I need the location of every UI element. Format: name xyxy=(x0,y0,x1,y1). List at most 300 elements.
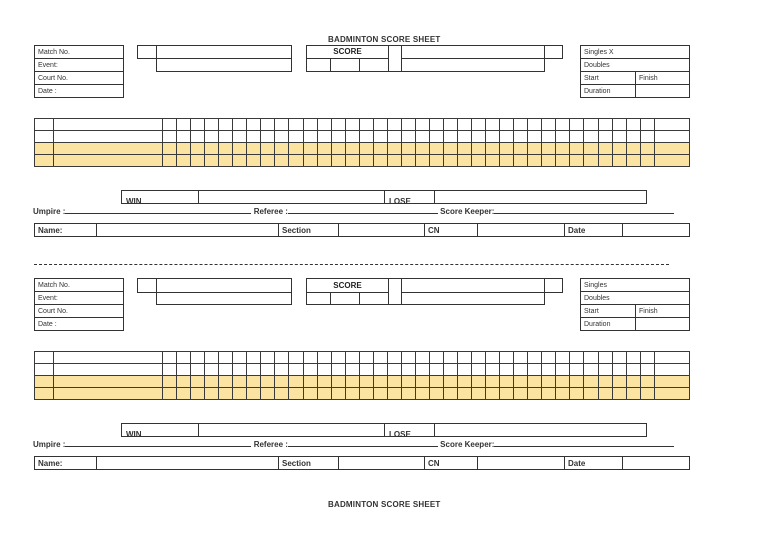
player-b-name-2[interactable] xyxy=(401,292,545,305)
score-cell[interactable] xyxy=(275,131,289,143)
cn-field[interactable] xyxy=(478,224,565,237)
score-cell[interactable] xyxy=(205,388,219,400)
score-cell[interactable] xyxy=(317,364,331,376)
winner-field[interactable] xyxy=(198,190,385,204)
score-cell[interactable] xyxy=(598,131,612,143)
score-cell[interactable] xyxy=(640,352,654,364)
score-cell[interactable] xyxy=(640,155,654,167)
score-cell[interactable] xyxy=(528,131,542,143)
finish-time-field[interactable]: Finish xyxy=(636,72,690,85)
score-cell[interactable] xyxy=(415,352,429,364)
score-cell[interactable] xyxy=(584,143,598,155)
score-cell[interactable] xyxy=(345,155,359,167)
score-cell[interactable] xyxy=(429,388,443,400)
player-a-seed-box[interactable] xyxy=(137,45,157,59)
score-cell[interactable] xyxy=(401,131,415,143)
score-cell[interactable] xyxy=(401,155,415,167)
score-cell[interactable] xyxy=(289,155,303,167)
score-cell[interactable] xyxy=(177,131,191,143)
score-cell[interactable] xyxy=(528,155,542,167)
score-cell[interactable] xyxy=(205,119,219,131)
loser-field[interactable] xyxy=(434,190,647,204)
score-cell[interactable] xyxy=(612,388,626,400)
score-cell[interactable] xyxy=(500,364,514,376)
court-no-field[interactable]: Court No. xyxy=(35,72,124,85)
score-cell[interactable] xyxy=(205,364,219,376)
score-cell[interactable] xyxy=(359,352,373,364)
score-cell[interactable] xyxy=(373,119,387,131)
score-cell[interactable] xyxy=(542,119,556,131)
score-cell[interactable] xyxy=(303,364,317,376)
score-cell[interactable] xyxy=(359,388,373,400)
score-cell[interactable] xyxy=(233,131,247,143)
score-cell[interactable] xyxy=(612,376,626,388)
score-cell[interactable] xyxy=(177,119,191,131)
score-cell[interactable] xyxy=(472,352,486,364)
score-cell[interactable] xyxy=(443,119,457,131)
match-no-field[interactable]: Match No. xyxy=(35,279,124,292)
duration-value[interactable] xyxy=(636,85,690,98)
score-cell[interactable] xyxy=(317,143,331,155)
loser-field[interactable] xyxy=(434,423,647,437)
score-cell[interactable] xyxy=(317,119,331,131)
score-cell[interactable] xyxy=(584,352,598,364)
player-a-name-1[interactable] xyxy=(156,45,292,59)
score-cell[interactable] xyxy=(177,376,191,388)
score-cell[interactable] xyxy=(247,119,261,131)
score-cell[interactable] xyxy=(387,143,401,155)
date-field[interactable]: Date : xyxy=(35,318,124,331)
score-cell[interactable] xyxy=(317,388,331,400)
score-cell[interactable] xyxy=(331,155,345,167)
score-cell[interactable] xyxy=(261,143,275,155)
score-cell[interactable] xyxy=(345,119,359,131)
score-cell[interactable] xyxy=(359,143,373,155)
score-cell[interactable] xyxy=(233,364,247,376)
score-cell[interactable] xyxy=(219,143,233,155)
score-cell[interactable] xyxy=(458,388,472,400)
score-cell[interactable] xyxy=(472,376,486,388)
score-cell[interactable] xyxy=(542,376,556,388)
score-cell-1[interactable] xyxy=(306,292,331,305)
score-cell-2[interactable] xyxy=(330,58,360,72)
score-cell[interactable] xyxy=(387,388,401,400)
score-cell[interactable] xyxy=(472,364,486,376)
score-cell[interactable] xyxy=(514,352,528,364)
score-cell[interactable] xyxy=(486,131,500,143)
score-cell[interactable] xyxy=(626,376,640,388)
score-cell[interactable] xyxy=(387,376,401,388)
score-cell-2[interactable] xyxy=(330,292,360,305)
duration-field[interactable]: Duration xyxy=(581,318,636,331)
score-cell[interactable] xyxy=(163,388,177,400)
score-cell[interactable] xyxy=(570,143,584,155)
server-cell[interactable] xyxy=(35,119,54,131)
score-cell[interactable] xyxy=(626,388,640,400)
score-cell[interactable] xyxy=(261,155,275,167)
score-cell[interactable] xyxy=(542,364,556,376)
score-cell[interactable] xyxy=(556,119,570,131)
score-cell[interactable] xyxy=(584,119,598,131)
score-cell[interactable] xyxy=(373,376,387,388)
score-cell[interactable] xyxy=(191,119,205,131)
score-cell[interactable] xyxy=(345,388,359,400)
score-cell[interactable] xyxy=(219,131,233,143)
score-cell[interactable] xyxy=(640,119,654,131)
court-no-field[interactable]: Court No. xyxy=(35,305,124,318)
score-cell[interactable] xyxy=(177,155,191,167)
score-cell[interactable] xyxy=(443,131,457,143)
score-cell[interactable] xyxy=(275,364,289,376)
score-cell[interactable] xyxy=(584,155,598,167)
score-cell[interactable] xyxy=(626,155,640,167)
score-cell[interactable] xyxy=(219,352,233,364)
score-cell[interactable] xyxy=(191,388,205,400)
score-cell[interactable] xyxy=(261,352,275,364)
score-cell[interactable] xyxy=(331,143,345,155)
score-cell[interactable] xyxy=(303,119,317,131)
score-cell[interactable] xyxy=(345,143,359,155)
score-cell[interactable] xyxy=(528,352,542,364)
score-cell[interactable] xyxy=(542,155,556,167)
score-cell[interactable] xyxy=(570,376,584,388)
score-cell[interactable] xyxy=(570,155,584,167)
score-cell[interactable] xyxy=(289,364,303,376)
score-cell[interactable] xyxy=(331,388,345,400)
score-cell[interactable] xyxy=(472,119,486,131)
score-cell[interactable] xyxy=(247,143,261,155)
score-cell[interactable] xyxy=(486,364,500,376)
score-cell[interactable] xyxy=(401,364,415,376)
score-cell[interactable] xyxy=(458,119,472,131)
score-cell[interactable] xyxy=(205,155,219,167)
score-cell[interactable] xyxy=(514,119,528,131)
score-cell[interactable] xyxy=(584,376,598,388)
event-field[interactable]: Event: xyxy=(35,59,124,72)
score-cell[interactable] xyxy=(415,376,429,388)
score-cell[interactable] xyxy=(205,131,219,143)
score-cell[interactable] xyxy=(359,155,373,167)
referee-signature-line[interactable] xyxy=(288,205,438,214)
score-cell[interactable] xyxy=(514,143,528,155)
player-b-name-2[interactable] xyxy=(401,58,545,72)
event-field[interactable]: Event: xyxy=(35,292,124,305)
total-cell[interactable] xyxy=(654,352,689,364)
score-cell[interactable] xyxy=(387,364,401,376)
score-cell[interactable] xyxy=(443,388,457,400)
score-cell[interactable] xyxy=(163,119,177,131)
score-cell[interactable] xyxy=(303,131,317,143)
score-cell[interactable] xyxy=(612,131,626,143)
score-cell[interactable] xyxy=(387,155,401,167)
score-cell[interactable] xyxy=(640,143,654,155)
score-cell[interactable] xyxy=(205,376,219,388)
name-field[interactable] xyxy=(97,457,279,470)
score-cell[interactable] xyxy=(261,364,275,376)
score-cell[interactable] xyxy=(556,131,570,143)
score-cell[interactable] xyxy=(556,352,570,364)
score-cell[interactable] xyxy=(191,143,205,155)
score-cell[interactable] xyxy=(500,388,514,400)
score-cell[interactable] xyxy=(415,131,429,143)
section-field[interactable] xyxy=(339,224,425,237)
cn-field[interactable] xyxy=(478,457,565,470)
score-cell[interactable] xyxy=(429,119,443,131)
score-cell[interactable] xyxy=(500,119,514,131)
score-cell[interactable] xyxy=(556,143,570,155)
score-cell[interactable] xyxy=(542,388,556,400)
section-field[interactable] xyxy=(339,457,425,470)
score-cell[interactable] xyxy=(233,143,247,155)
score-cell[interactable] xyxy=(415,388,429,400)
score-cell[interactable] xyxy=(373,352,387,364)
score-cell[interactable] xyxy=(429,352,443,364)
score-cell[interactable] xyxy=(191,155,205,167)
server-cell[interactable] xyxy=(35,364,54,376)
score-cell[interactable] xyxy=(345,364,359,376)
score-cell[interactable] xyxy=(289,352,303,364)
finish-time-field[interactable]: Finish xyxy=(636,305,690,318)
score-cell[interactable] xyxy=(345,352,359,364)
score-cell[interactable] xyxy=(261,131,275,143)
score-cell[interactable] xyxy=(443,364,457,376)
score-cell[interactable] xyxy=(233,388,247,400)
server-cell[interactable] xyxy=(35,388,54,400)
score-cell[interactable] xyxy=(458,143,472,155)
score-cell[interactable] xyxy=(443,143,457,155)
score-cell[interactable] xyxy=(443,376,457,388)
score-cell[interactable] xyxy=(247,376,261,388)
score-cell[interactable] xyxy=(429,364,443,376)
umpire-signature-line[interactable] xyxy=(65,438,251,447)
score-cell[interactable] xyxy=(275,143,289,155)
score-cell[interactable] xyxy=(598,143,612,155)
score-cell[interactable] xyxy=(205,352,219,364)
score-cell[interactable] xyxy=(191,131,205,143)
score-cell[interactable] xyxy=(415,143,429,155)
score-cell[interactable] xyxy=(528,364,542,376)
duration-value[interactable] xyxy=(636,318,690,331)
player-b-seed-box[interactable] xyxy=(544,278,563,293)
score-cell[interactable] xyxy=(373,364,387,376)
score-keeper-signature-line[interactable] xyxy=(494,438,674,447)
score-cell[interactable] xyxy=(275,388,289,400)
score-cell[interactable] xyxy=(472,131,486,143)
score-cell[interactable] xyxy=(542,143,556,155)
score-cell[interactable] xyxy=(303,376,317,388)
score-cell[interactable] xyxy=(219,119,233,131)
doubles-option[interactable]: Doubles xyxy=(581,292,690,305)
score-cell[interactable] xyxy=(247,352,261,364)
score-cell[interactable] xyxy=(289,388,303,400)
score-cell[interactable] xyxy=(458,376,472,388)
score-cell[interactable] xyxy=(514,376,528,388)
player-a-name-2[interactable] xyxy=(156,58,292,72)
score-cell[interactable] xyxy=(345,376,359,388)
total-cell[interactable] xyxy=(654,364,689,376)
score-cell[interactable] xyxy=(247,131,261,143)
duration-field[interactable]: Duration xyxy=(581,85,636,98)
score-cell[interactable] xyxy=(177,143,191,155)
score-cell[interactable] xyxy=(317,155,331,167)
score-cell[interactable] xyxy=(359,119,373,131)
score-cell[interactable] xyxy=(570,119,584,131)
score-cell[interactable] xyxy=(261,119,275,131)
score-cell[interactable] xyxy=(177,364,191,376)
score-cell[interactable] xyxy=(542,131,556,143)
score-cell[interactable] xyxy=(528,119,542,131)
score-cell[interactable] xyxy=(275,155,289,167)
score-cell[interactable] xyxy=(598,388,612,400)
score-cell[interactable] xyxy=(163,131,177,143)
score-cell[interactable] xyxy=(177,352,191,364)
score-cell[interactable] xyxy=(514,364,528,376)
score-cell[interactable] xyxy=(640,388,654,400)
server-cell[interactable] xyxy=(35,376,54,388)
score-cell[interactable] xyxy=(219,376,233,388)
score-cell[interactable] xyxy=(415,155,429,167)
player-a-seed-box[interactable] xyxy=(137,278,157,293)
score-cell[interactable] xyxy=(191,352,205,364)
score-cell-3[interactable] xyxy=(359,292,389,305)
score-cell[interactable] xyxy=(486,352,500,364)
score-cell[interactable] xyxy=(275,119,289,131)
total-cell[interactable] xyxy=(654,131,689,143)
score-cell[interactable] xyxy=(584,131,598,143)
start-time-field[interactable]: Start xyxy=(581,72,636,85)
score-cell[interactable] xyxy=(373,131,387,143)
score-cell-1[interactable] xyxy=(306,58,331,72)
server-cell[interactable] xyxy=(35,155,54,167)
umpire-signature-line[interactable] xyxy=(65,205,251,214)
date-value-field[interactable] xyxy=(623,224,690,237)
score-cell[interactable] xyxy=(317,131,331,143)
server-cell[interactable] xyxy=(35,131,54,143)
player-name-cell[interactable] xyxy=(54,155,163,167)
score-cell[interactable] xyxy=(472,155,486,167)
score-cell[interactable] xyxy=(289,131,303,143)
score-cell[interactable] xyxy=(443,155,457,167)
score-cell[interactable] xyxy=(387,119,401,131)
score-cell[interactable] xyxy=(429,131,443,143)
score-cell[interactable] xyxy=(556,155,570,167)
score-cell[interactable] xyxy=(163,155,177,167)
score-cell[interactable] xyxy=(556,388,570,400)
score-cell[interactable] xyxy=(233,352,247,364)
score-cell[interactable] xyxy=(458,131,472,143)
total-cell[interactable] xyxy=(654,388,689,400)
name-field[interactable] xyxy=(97,224,279,237)
score-cell[interactable] xyxy=(415,119,429,131)
date-field[interactable]: Date : xyxy=(35,85,124,98)
score-cell[interactable] xyxy=(640,376,654,388)
score-cell[interactable] xyxy=(289,119,303,131)
score-cell[interactable] xyxy=(486,155,500,167)
score-cell[interactable] xyxy=(219,388,233,400)
player-name-cell[interactable] xyxy=(54,119,163,131)
referee-signature-line[interactable] xyxy=(288,438,438,447)
score-cell[interactable] xyxy=(303,352,317,364)
score-cell[interactable] xyxy=(626,352,640,364)
total-cell[interactable] xyxy=(654,143,689,155)
score-cell[interactable] xyxy=(247,155,261,167)
score-cell[interactable] xyxy=(570,131,584,143)
score-cell[interactable] xyxy=(429,376,443,388)
score-cell[interactable] xyxy=(191,376,205,388)
score-cell[interactable] xyxy=(640,131,654,143)
score-cell[interactable] xyxy=(373,155,387,167)
score-cell[interactable] xyxy=(443,352,457,364)
score-cell[interactable] xyxy=(219,155,233,167)
score-cell[interactable] xyxy=(486,119,500,131)
score-cell[interactable] xyxy=(261,388,275,400)
score-cell[interactable] xyxy=(640,364,654,376)
score-cell[interactable] xyxy=(415,364,429,376)
total-cell[interactable] xyxy=(654,376,689,388)
score-cell[interactable] xyxy=(486,388,500,400)
score-cell[interactable] xyxy=(233,119,247,131)
score-cell[interactable] xyxy=(303,143,317,155)
score-cell[interactable] xyxy=(233,376,247,388)
player-name-cell[interactable] xyxy=(54,131,163,143)
score-cell[interactable] xyxy=(570,364,584,376)
score-cell[interactable] xyxy=(373,388,387,400)
singles-option[interactable]: Singles xyxy=(581,279,690,292)
player-name-cell[interactable] xyxy=(54,388,163,400)
server-cell[interactable] xyxy=(35,143,54,155)
score-cell[interactable] xyxy=(598,119,612,131)
score-cell[interactable] xyxy=(331,131,345,143)
score-cell[interactable] xyxy=(247,388,261,400)
score-cell[interactable] xyxy=(191,364,205,376)
score-cell[interactable] xyxy=(331,364,345,376)
score-cell[interactable] xyxy=(205,143,219,155)
score-cell[interactable] xyxy=(177,388,191,400)
score-cell[interactable] xyxy=(387,352,401,364)
score-cell[interactable] xyxy=(598,352,612,364)
total-cell[interactable] xyxy=(654,155,689,167)
player-a-name-1[interactable] xyxy=(156,278,292,293)
score-cell[interactable] xyxy=(275,376,289,388)
total-cell[interactable] xyxy=(654,119,689,131)
score-cell[interactable] xyxy=(401,388,415,400)
player-name-cell[interactable] xyxy=(54,364,163,376)
score-cell[interactable] xyxy=(401,376,415,388)
score-cell[interactable] xyxy=(500,376,514,388)
score-cell[interactable] xyxy=(612,119,626,131)
score-cell[interactable] xyxy=(570,352,584,364)
score-cell[interactable] xyxy=(359,364,373,376)
score-cell[interactable] xyxy=(289,376,303,388)
player-b-seed-box[interactable] xyxy=(544,45,563,59)
player-name-cell[interactable] xyxy=(54,143,163,155)
score-cell[interactable] xyxy=(528,388,542,400)
score-cell[interactable] xyxy=(500,155,514,167)
player-b-name-1[interactable] xyxy=(401,45,545,59)
score-cell[interactable] xyxy=(528,143,542,155)
score-cell[interactable] xyxy=(472,388,486,400)
winner-field[interactable] xyxy=(198,423,385,437)
score-cell[interactable] xyxy=(626,119,640,131)
score-cell[interactable] xyxy=(317,352,331,364)
score-cell[interactable] xyxy=(331,352,345,364)
doubles-option[interactable]: Doubles xyxy=(581,59,690,72)
score-cell[interactable] xyxy=(345,131,359,143)
score-cell[interactable] xyxy=(331,376,345,388)
score-cell[interactable] xyxy=(612,364,626,376)
score-cell[interactable] xyxy=(626,143,640,155)
match-no-field[interactable]: Match No. xyxy=(35,46,124,59)
